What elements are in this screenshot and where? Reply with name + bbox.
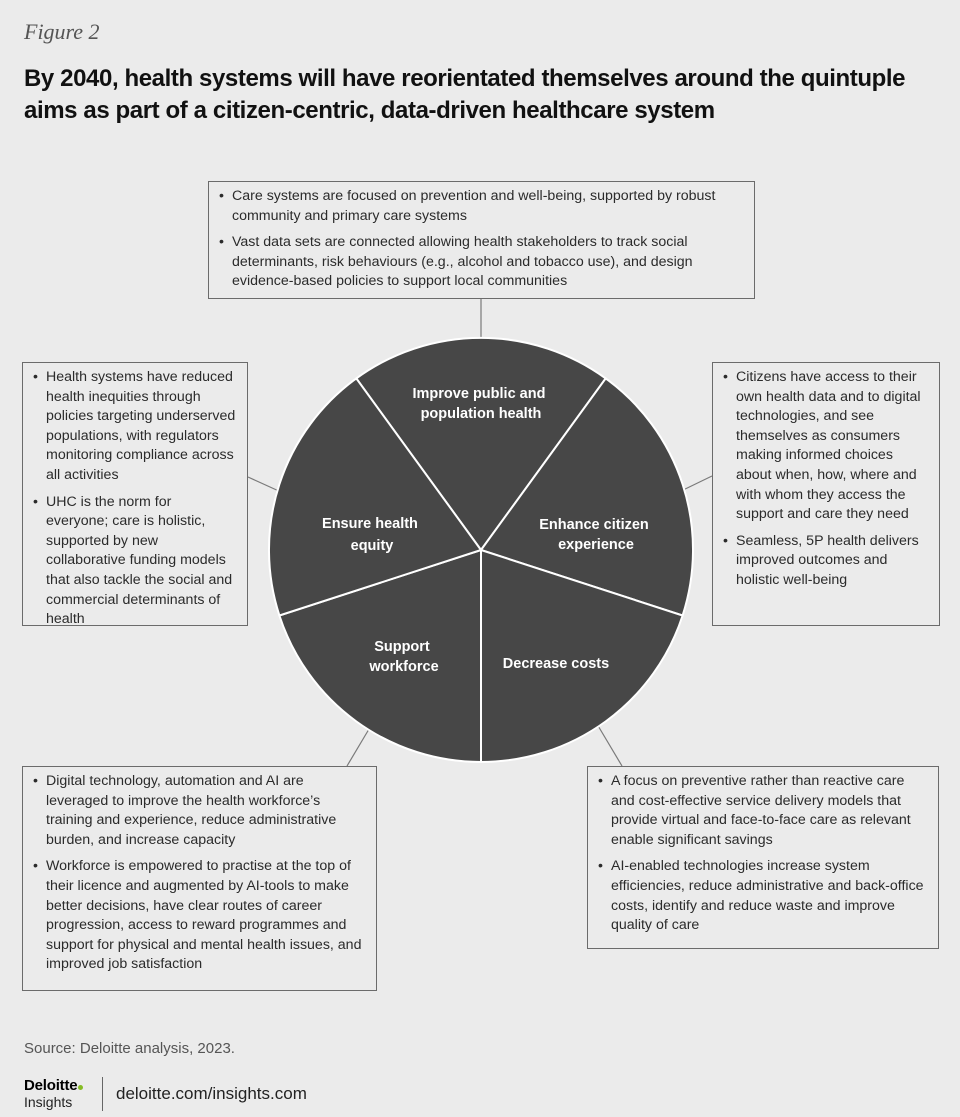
box-workforce xyxy=(22,766,377,991)
logo-sub: Insights xyxy=(24,1094,73,1110)
deloitte-insights-logo xyxy=(24,1077,83,1111)
bullet-decrease-costs-1: • A focus on preventive rather than reactive care and cost-effective service delivery models that provide virtual and face-to-face care as relevant enable significant savings xyxy=(598,772,928,850)
box-public-health xyxy=(208,181,755,299)
bullet-public-health-1: • Care systems are focused on prevention and well-being, supported by robust community and primary care systems xyxy=(219,187,744,226)
connector-decrease-costs xyxy=(597,724,622,766)
bullet-workforce-2: • Workforce is empowered to practise at the top of their licence and augmented by AI-tools to make better decisions, have clear routes of career progression, access to reward programmes and support for physical and mental health issues, and improved job satisfaction xyxy=(33,857,366,975)
source-note: Source: Deloitte analysis, 2023. xyxy=(24,1040,235,1057)
footer xyxy=(24,1077,424,1113)
connector-equity xyxy=(248,477,281,492)
label-decrease-costs-line1: Decrease costs xyxy=(502,656,610,672)
label-citizen-experience-line2: experience xyxy=(558,537,634,553)
box-equity xyxy=(22,362,248,626)
label-workforce-line2: workforce xyxy=(369,659,439,675)
box-decrease-costs xyxy=(587,766,939,949)
logo-main xyxy=(24,1077,83,1094)
label-equity-line2: equity xyxy=(350,538,394,554)
footer-divider xyxy=(102,1077,103,1111)
page-title: By 2040, health systems will have reorientated themselves around the quintuple aims as part of a citizen-centric, data-driven healthcare system xyxy=(24,65,906,124)
label-public-health-line1: Improve public and xyxy=(412,386,546,402)
label-workforce-line1: Support xyxy=(374,639,430,655)
bullet-equity-1: • Health systems have reduced health inequities through policies targeting underserved populations, with regulators monitoring compliance across all activities xyxy=(33,368,237,486)
label-equity-line1: Ensure health xyxy=(322,516,418,532)
label-citizen-experience-line1: Enhance citizen xyxy=(539,517,649,533)
label-public-health-line2: population health xyxy=(420,406,542,422)
label-decrease-costs xyxy=(503,656,609,672)
figure-label: Figure 2 xyxy=(24,19,100,44)
logo-main-text: Deloitte xyxy=(24,1077,78,1094)
bullet-equity-2: • UHC is the norm for everyone; care is holistic, supported by new collaborative funding models that also tackle the social and commercial determinants of health xyxy=(33,493,237,630)
bullet-citizen-experience-2: • Seamless, 5P health delivers improved outcomes and holistic well-being xyxy=(723,532,929,591)
footer-url-link[interactable]: deloitte.com/insights.com xyxy=(116,1084,307,1103)
bullet-public-health-2: • Vast data sets are connected allowing health stakeholders to track social determinants, risk behaviours (e.g., alcohol and tobacco use), and design evidence-based policies to support local communities xyxy=(219,233,744,292)
bullet-workforce-1: • Digital technology, automation and AI are leveraged to improve the health workforce’s training and experience, reduce administrative burden, and increase capacity xyxy=(33,772,366,850)
logo-green-dot-icon xyxy=(78,1085,83,1090)
bullet-citizen-experience-1: • Citizens have access to their own health data and to digital technologies, and see themselves as consumers making informed choices about when, how, where and with whom they access the support and care they need xyxy=(723,368,929,525)
bullet-decrease-costs-2: • AI-enabled technologies increase system efficiencies, reduce administrative and back-office costs, identify and reduce waste and improve quality of care xyxy=(598,857,928,935)
box-citizen-experience xyxy=(712,362,940,626)
